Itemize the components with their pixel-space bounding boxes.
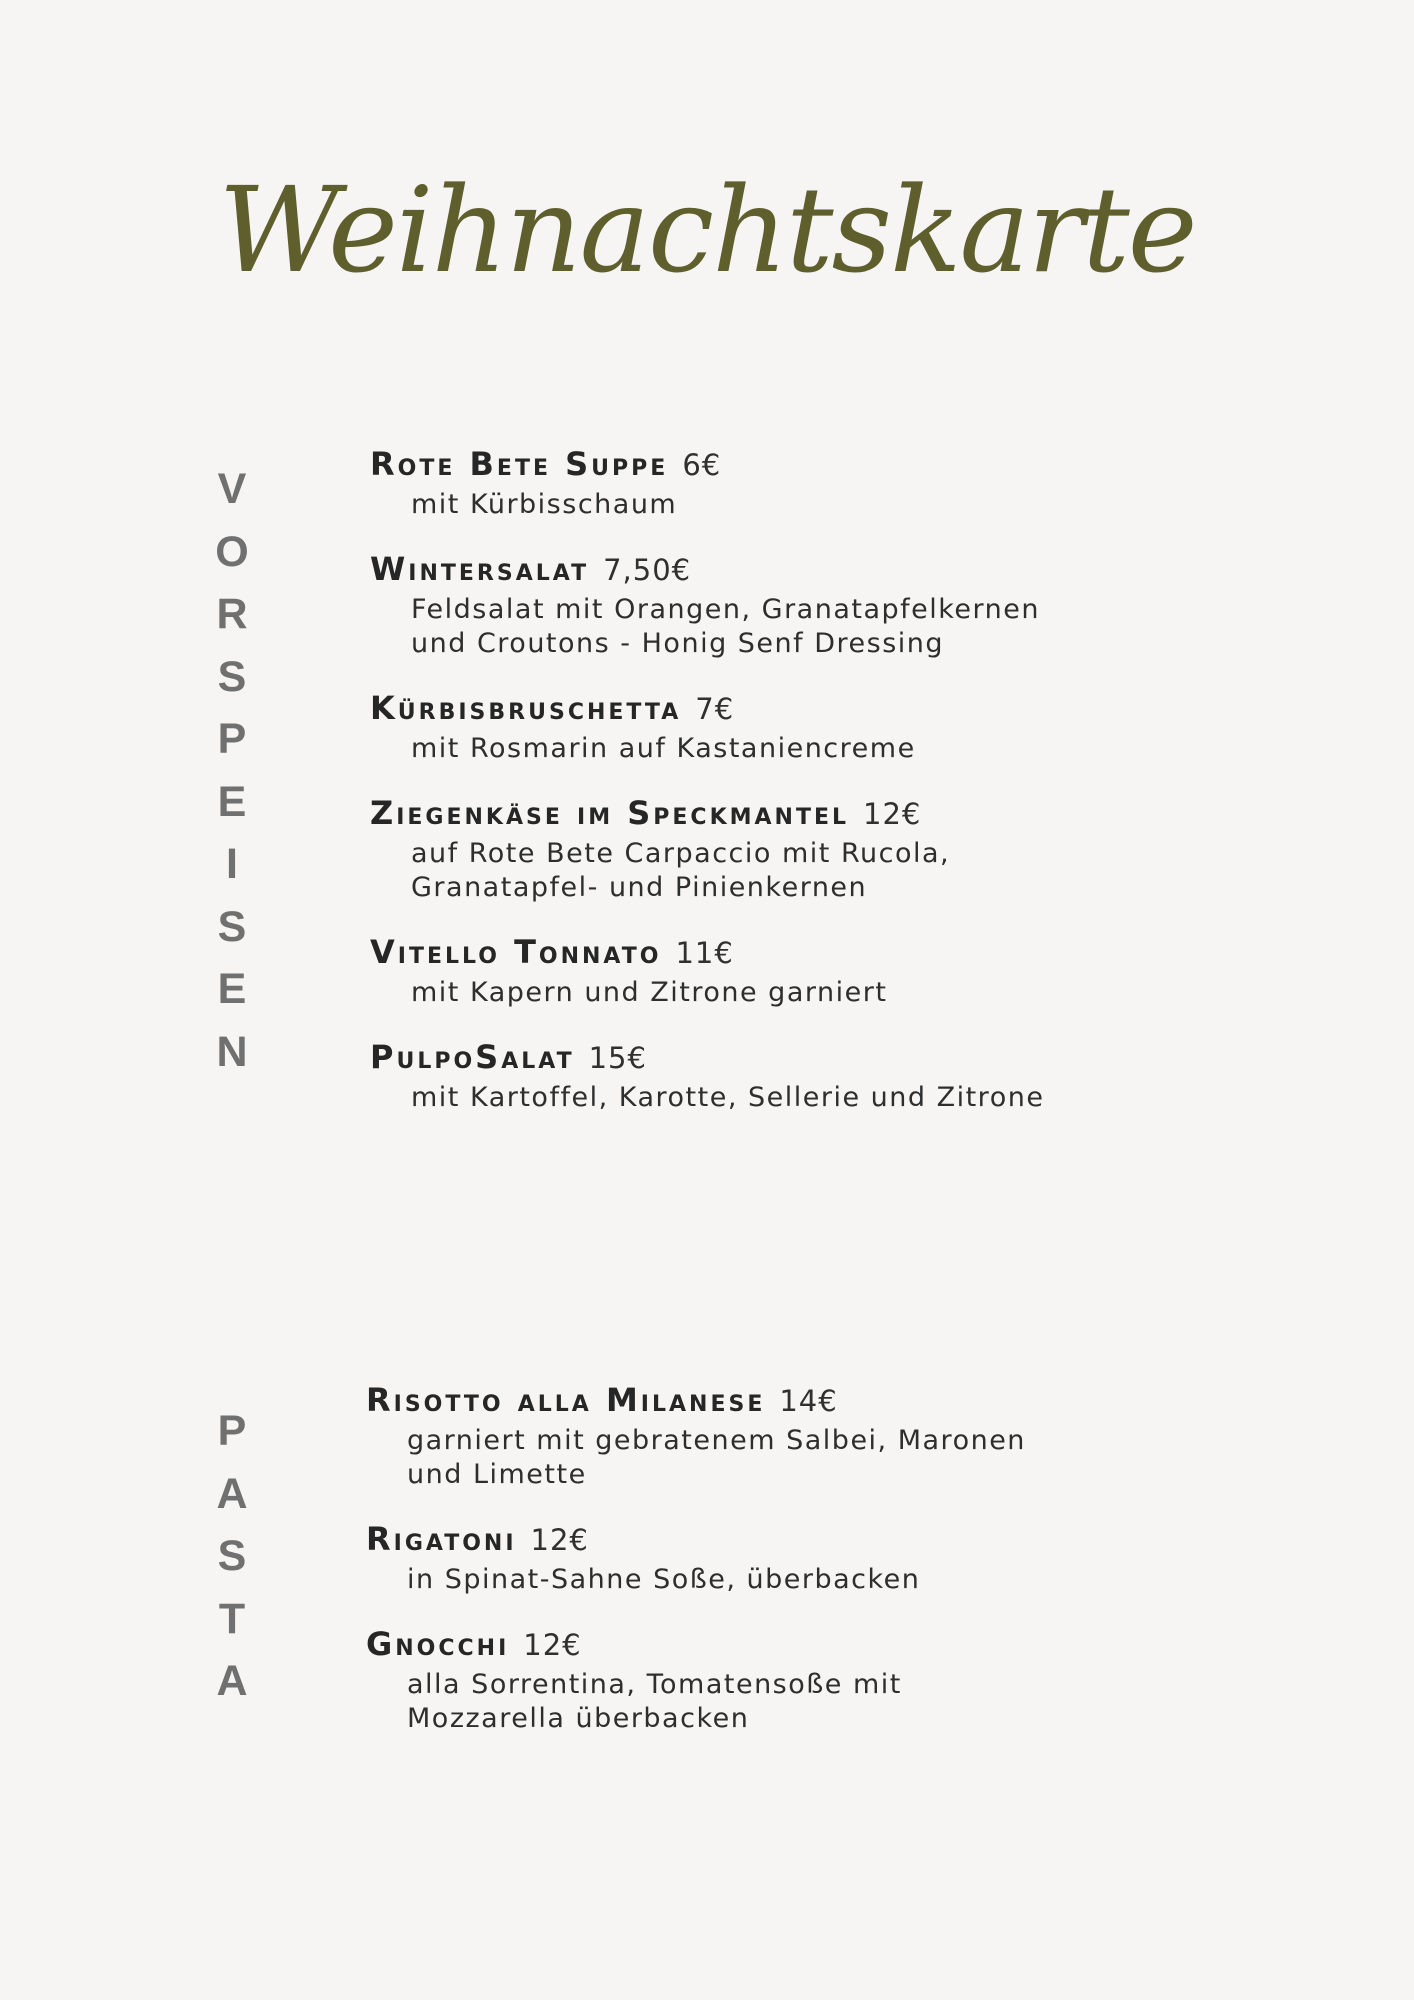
menu-item-price: 7,50€ [603, 553, 692, 587]
section-label-letter: P [217, 1407, 247, 1455]
menu-item-price: 14€ [779, 1384, 838, 1418]
menu-item-name: Kürbisbruschetta [370, 689, 682, 727]
menu-item [370, 1036, 1130, 1115]
menu-item [366, 1379, 1126, 1492]
section-label-pasta [200, 1400, 264, 1713]
menu-item-description: garniert mit gebratenem Salbei, Maronen und Limette [407, 1425, 1026, 1490]
menu-item [366, 1518, 1126, 1597]
menu-item [370, 687, 1130, 766]
menu-item-name: Risotto alla Milanese [366, 1381, 766, 1419]
section-label-letter: A [216, 1657, 248, 1705]
section-label-letter: S [217, 652, 247, 701]
section-label-letter: V [217, 465, 247, 513]
menu-item [370, 792, 1130, 905]
section-label-letter: S [217, 902, 247, 951]
menu-item-description: alla Sorrentina, Tomatensoße mit Mozzarella überbacken [407, 1669, 902, 1734]
menu-item-name: Gnocchi [366, 1625, 510, 1663]
menu-item [370, 548, 1130, 661]
menu-item-price: 11€ [675, 936, 734, 970]
menu-item-name: Ziegenkäse im Speckmantel [370, 794, 849, 832]
section-label-letter: N [216, 1027, 248, 1076]
menu-item-name: PulpoSalat [370, 1038, 575, 1076]
menu-item-description: in Spinat-Sahne Soße, überbacken [407, 1564, 921, 1595]
menu-item-description: Feldsalat mit Orangen, Granatapfelkernen und Croutons - Honig Senf Dressing [411, 594, 1041, 659]
menu-title: Weihnachtskarte [218, 161, 1196, 299]
menu-item [370, 931, 1130, 1010]
menu-items-vorspeisen [370, 443, 1130, 1141]
menu-item-description: mit Kürbisschaum [411, 489, 678, 520]
section-label-letter: E [217, 777, 247, 826]
section-label-letter: T [218, 1594, 246, 1643]
section-label-letter: A [216, 1469, 248, 1518]
section-label-letter: R [216, 590, 248, 638]
section-label-letter: O [215, 527, 249, 576]
menu-item-name: Rigatoni [366, 1520, 517, 1558]
menu-item-price: 6€ [682, 448, 722, 482]
menu-item-description: auf Rote Bete Carpaccio mit Rucola, Granatapfel- und Pinienkernen [411, 838, 951, 903]
section-label-letter: S [217, 1532, 247, 1580]
menu-item [366, 1623, 1126, 1736]
menu-items-pasta [366, 1379, 1126, 1762]
menu-item-description: mit Rosmarin auf Kastaniencreme [411, 733, 916, 764]
menu-item-description: mit Kartoffel, Karotte, Sellerie und Zitrone [411, 1082, 1045, 1113]
menu-item-price: 15€ [588, 1041, 647, 1075]
section-label-vorspeisen [200, 458, 264, 1083]
section-label-letter: P [217, 715, 247, 763]
menu-item-name: Rote Bete Suppe [370, 445, 669, 483]
menu-item [370, 443, 1130, 522]
menu-item-price: 7€ [695, 692, 735, 726]
menu-item-name: Wintersalat [370, 550, 590, 588]
section-label-letter: E [217, 965, 247, 1013]
menu-item-price: 12€ [863, 797, 922, 831]
menu-item-price: 12€ [530, 1523, 589, 1557]
menu-item-name: Vitello Tonnato [370, 933, 662, 971]
section-label-letter: I [226, 840, 238, 888]
menu-item-price: 12€ [523, 1628, 582, 1662]
menu-item-description: mit Kapern und Zitrone garniert [411, 977, 888, 1008]
